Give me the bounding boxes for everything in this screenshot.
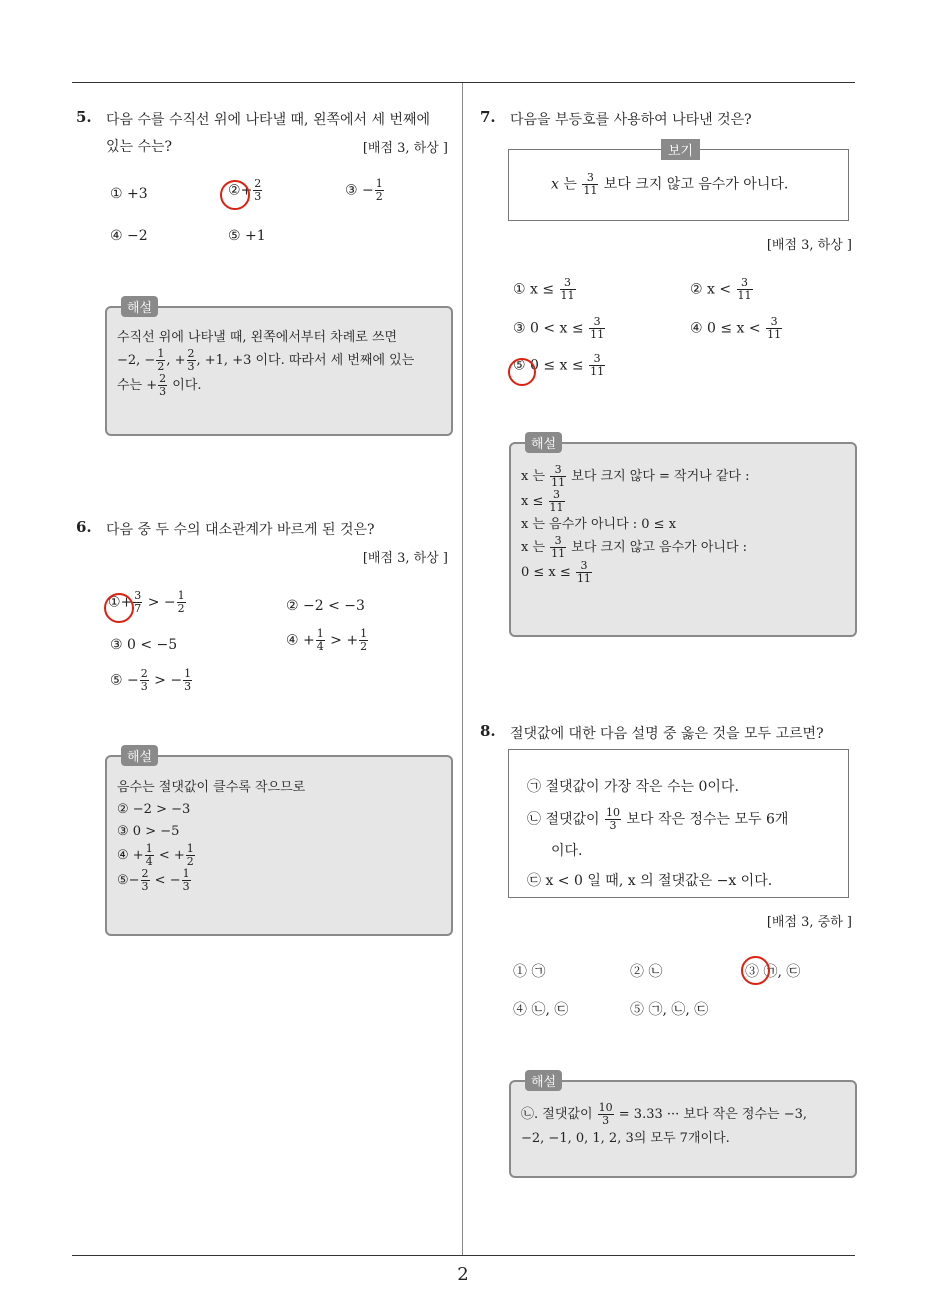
q7-solution-line2: x ≤ $\frac{3}{11}$ (521, 488, 564, 514)
q8-option-5[interactable]: ⑤ ㉠, ㉡, ㉢ (630, 1002, 709, 1018)
q5-option-1[interactable]: ① +3 (110, 186, 148, 202)
q6-option-4[interactable]: ④ + $\frac{1}{4}$ > + $\frac{1}{2}$ (286, 627, 368, 653)
q6-solution-line4: ④ + $\frac{1}{4}$ < + $\frac{1}{2}$ (117, 842, 194, 868)
q8-solution-box (509, 1075, 857, 1178)
q8-score: [배점 3, 중하 ] (766, 915, 852, 930)
q5-option-3-label: ③ − (345, 182, 374, 199)
q7-text: 다음을 부등호를 사용하여 나타낸 것은? (510, 112, 752, 128)
q5-option-3[interactable] (345, 178, 385, 203)
q6-solution-tag: 해설 (121, 745, 158, 766)
answer-circle-q5 (220, 180, 250, 210)
q6-solution-text (117, 777, 305, 893)
q7-option-3[interactable]: ③ 0 < x ≤ $\frac{3}{11}$ (513, 315, 605, 341)
q6-solution-line3: ③ 0 > −5 (117, 824, 180, 839)
q5-solution-line3: 수는 + $\frac{2}{3}$ 이다. (117, 372, 202, 398)
q7-solution-text (521, 464, 750, 585)
q6-text: 다음 중 두 수의 대소관계가 바르게 된 것은? (106, 522, 375, 538)
q7-option-2[interactable]: ② x < $\frac{3}{11}$ (690, 276, 752, 302)
q5-solution-line1: 수직선 위에 나타낼 때, 왼쪽에서부터 차례로 쓰면 (117, 330, 398, 345)
q6-solution-line1: 음수는 절댓값이 클수록 작으므로 (117, 780, 306, 795)
q8-solution-line1: ㉡. 절댓값이 $\frac{10}{3}$ = 3.33 ··· 보다 작은 정수는 −3, (521, 1101, 808, 1127)
q6-option-1-mark: ① (108, 594, 121, 611)
q8-solution-tag: 해설 (525, 1070, 562, 1091)
q8-option-3[interactable]: ③ ㉠, ㉢ (745, 964, 801, 980)
q7-solution-line1: x 는 $\frac{3}{11}$ 보다 크지 않다 = 작거나 같다 : (521, 463, 750, 489)
q8-statement-box (508, 749, 849, 898)
q7-option-1[interactable]: ① x ≤ $\frac{3}{11}$ (513, 276, 575, 302)
q5-solution-text (117, 328, 414, 398)
q7-option-5[interactable]: ⑤ 0 ≤ x ≤ $\frac{3}{11}$ (513, 352, 605, 378)
page-number: 2 (457, 1264, 469, 1285)
q5-option-3-frac: $\frac{1}{2}$ (375, 177, 383, 203)
q7-bogi-text: x 는 $\frac{3}{11}$ 보다 크지 않고 음수가 아니다. (551, 171, 789, 197)
q7-bogi-box (508, 144, 849, 221)
q7-solution-line3: x 는 음수가 아니다 : 0 ≤ x (521, 517, 677, 532)
q6-option-2[interactable]: ② −2 < −3 (286, 598, 365, 614)
top-rule (72, 82, 855, 83)
q7-solution-box (509, 437, 857, 637)
q6-solution-line2: ② −2 > −3 (117, 802, 191, 817)
q5-option-2-mark: ② (228, 182, 241, 199)
q5-score: [배점 3, 하상 ] (362, 141, 448, 156)
bottom-rule (72, 1255, 855, 1256)
q7-option-4[interactable]: ④ 0 ≤ x < $\frac{3}{11}$ (690, 315, 782, 341)
q5-text-line1: 다음 수를 수직선 위에 나타낼 때, 왼쪽에서 세 번째에 (106, 112, 431, 128)
answer-circle-q7 (508, 358, 536, 386)
q7-number: 7. (480, 108, 496, 126)
q5-solution-box (105, 301, 453, 436)
q6-option-1[interactable]: ①+ $\frac{3}{7}$ > − $\frac{1}{2}$ (108, 589, 185, 615)
q5-option-5[interactable]: ⑤ +1 (228, 228, 266, 244)
q6-solution-line5: ⑤− $\frac{2}{3}$ < − $\frac{1}{3}$ (117, 867, 190, 893)
q8-option-4[interactable]: ④ ㉡, ㉢ (513, 1002, 569, 1018)
answer-circle-q6 (104, 593, 134, 623)
q8-text: 절댓값에 대한 다음 설명 중 옳은 것을 모두 고르면? (510, 726, 824, 742)
q8-number: 8. (480, 722, 496, 740)
q5-option-2-sign: + (240, 182, 253, 199)
q7-bogi-tag: 보기 (661, 139, 700, 160)
q8-option-1[interactable]: ① ㉠ (513, 964, 546, 980)
q7-solution-line4: x 는 $\frac{3}{11}$ 보다 크지 않고 음수가 아니다 : (521, 534, 748, 560)
q6-solution-box (105, 750, 453, 936)
q5-number: 5. (76, 108, 92, 126)
q8-solution-text (521, 1102, 807, 1151)
q5-option-2-frac: $\frac{2}{3}$ (254, 177, 262, 203)
answer-circle-q8 (741, 956, 770, 985)
q7-solution-line5: 0 ≤ x ≤ $\frac{3}{11}$ (521, 559, 591, 585)
q5-solution-tag: 해설 (121, 296, 158, 317)
q8-statement-1: ㉠ 절댓값이 가장 작은 수는 0이다. (527, 779, 739, 795)
q8-option-2[interactable]: ② ㉡ (630, 964, 663, 980)
q5-solution-line2: −2, − $\frac{1}{2}$ , + $\frac{2}{3}$ , +1, +3 이다. 따라서 세 번째에 있는 (117, 347, 415, 373)
q6-score: [배점 3, 하상 ] (362, 551, 448, 566)
q5-option-4[interactable]: ④ −2 (110, 228, 148, 244)
q5-text-line2: 있는 수는? (106, 139, 173, 155)
q6-option-5[interactable]: ⑤ − $\frac{2}{3}$ > − $\frac{1}{3}$ (110, 667, 192, 693)
q7-solution-tag: 해설 (525, 432, 562, 453)
column-divider (462, 83, 463, 1255)
q7-score: [배점 3, 하상 ] (766, 238, 852, 253)
q8-statement-2: ㉡ 절댓값이 $\frac{10}{3}$ 보다 작은 정수는 모두 6개 (527, 806, 789, 832)
q8-solution-line2: −2, −1, 0, 1, 2, 3의 모두 7개이다. (521, 1131, 730, 1146)
q8-statement-2-cont: 이다. (551, 843, 583, 859)
q8-statement-3: ㉢ x < 0 일 때, x 의 절댓값은 −x 이다. (527, 873, 773, 889)
q6-number: 6. (76, 518, 92, 536)
q6-option-3[interactable]: ③ 0 < −5 (110, 637, 178, 653)
